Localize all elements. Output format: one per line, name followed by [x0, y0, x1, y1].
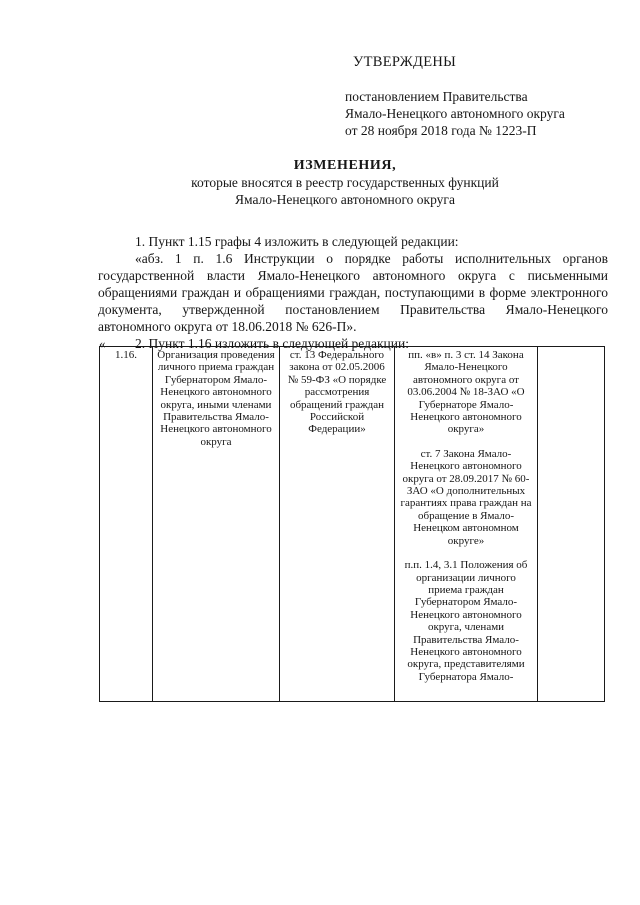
- approval-line-3: от 28 ноября 2018 года № 1223-П: [345, 123, 537, 138]
- changes-table: [99, 346, 605, 702]
- cell-function: Организация проведения личного приема граждан Губернатором Ямало-Ненецкого автономного округа, иными членами Правительства Ямало-Ненецкого автономного округа: [153, 347, 280, 702]
- paragraph-1: 1. Пункт 1.15 графы 4 изложить в следующей редакции:: [135, 234, 459, 249]
- cell-regional-acts: [395, 347, 538, 702]
- cell-extra: [538, 347, 605, 702]
- body-text: [98, 233, 608, 352]
- approval-line-2: Ямало-Ненецкого автономного округа: [345, 106, 565, 121]
- approval-block: [345, 54, 595, 139]
- heading-line-2: Ямало-Ненецкого автономного округа: [235, 192, 455, 207]
- heading-line-1: которые вносятся в реестр государственных функций: [191, 175, 499, 190]
- opening-quote: «: [99, 336, 106, 351]
- cell-number: 1.16.: [100, 347, 153, 702]
- document-heading: [60, 157, 630, 208]
- paragraph-3: 2. Пункт 1.16 изложить в следующей редакции:: [135, 336, 409, 351]
- cell-federal-law: ст. 13 Федерального закона от 02.05.2006 № 59-ФЗ «О порядке рассмотрения обращений граждан Российской Федерации»: [280, 347, 395, 702]
- regional-act-2: ст. 7 Закона Ямало-Ненецкого автономного округа от 28.09.2017 № 60-ЗАО «О дополнительных гарантиях права граждан на обращение в Ямало-Ненецком автономном округе»: [400, 447, 532, 547]
- regional-act-1: пп. «в» п. 3 ст. 14 Закона Ямало-Ненецкого автономного округа от 03.06.2004 № 18-ЗАО «О Губернаторе Ямало-Ненецкого автономного округа»: [407, 349, 525, 436]
- regional-act-3: п.п. 1.4, 3.1 Положения об организации личного приема граждан Губернатором Ямало-Ненецкого автономного округа, членами Правительства Ямало-Ненецкого автономного округа, представителями Губернатора Ямало-: [404, 559, 528, 683]
- heading-title: ИЗМЕНЕНИЯ,: [293, 158, 397, 173]
- approval-title: УТВЕРЖДЕНЫ: [353, 54, 457, 70]
- approval-line-1: постановлением Правительства: [345, 89, 528, 104]
- table-row: [100, 347, 605, 702]
- paragraph-2: «абз. 1 п. 1.6 Инструкции о порядке работы исполнительных органов государственной власти Ямало-Ненецкого автономного округа с письменными обращениями граждан и обращениями граждан, поступающими в форме электронного документа, утвержденной постановлением Правительства Ямало-Ненецкого автономного округа от 18.06.2018 № 626-П».: [98, 251, 608, 334]
